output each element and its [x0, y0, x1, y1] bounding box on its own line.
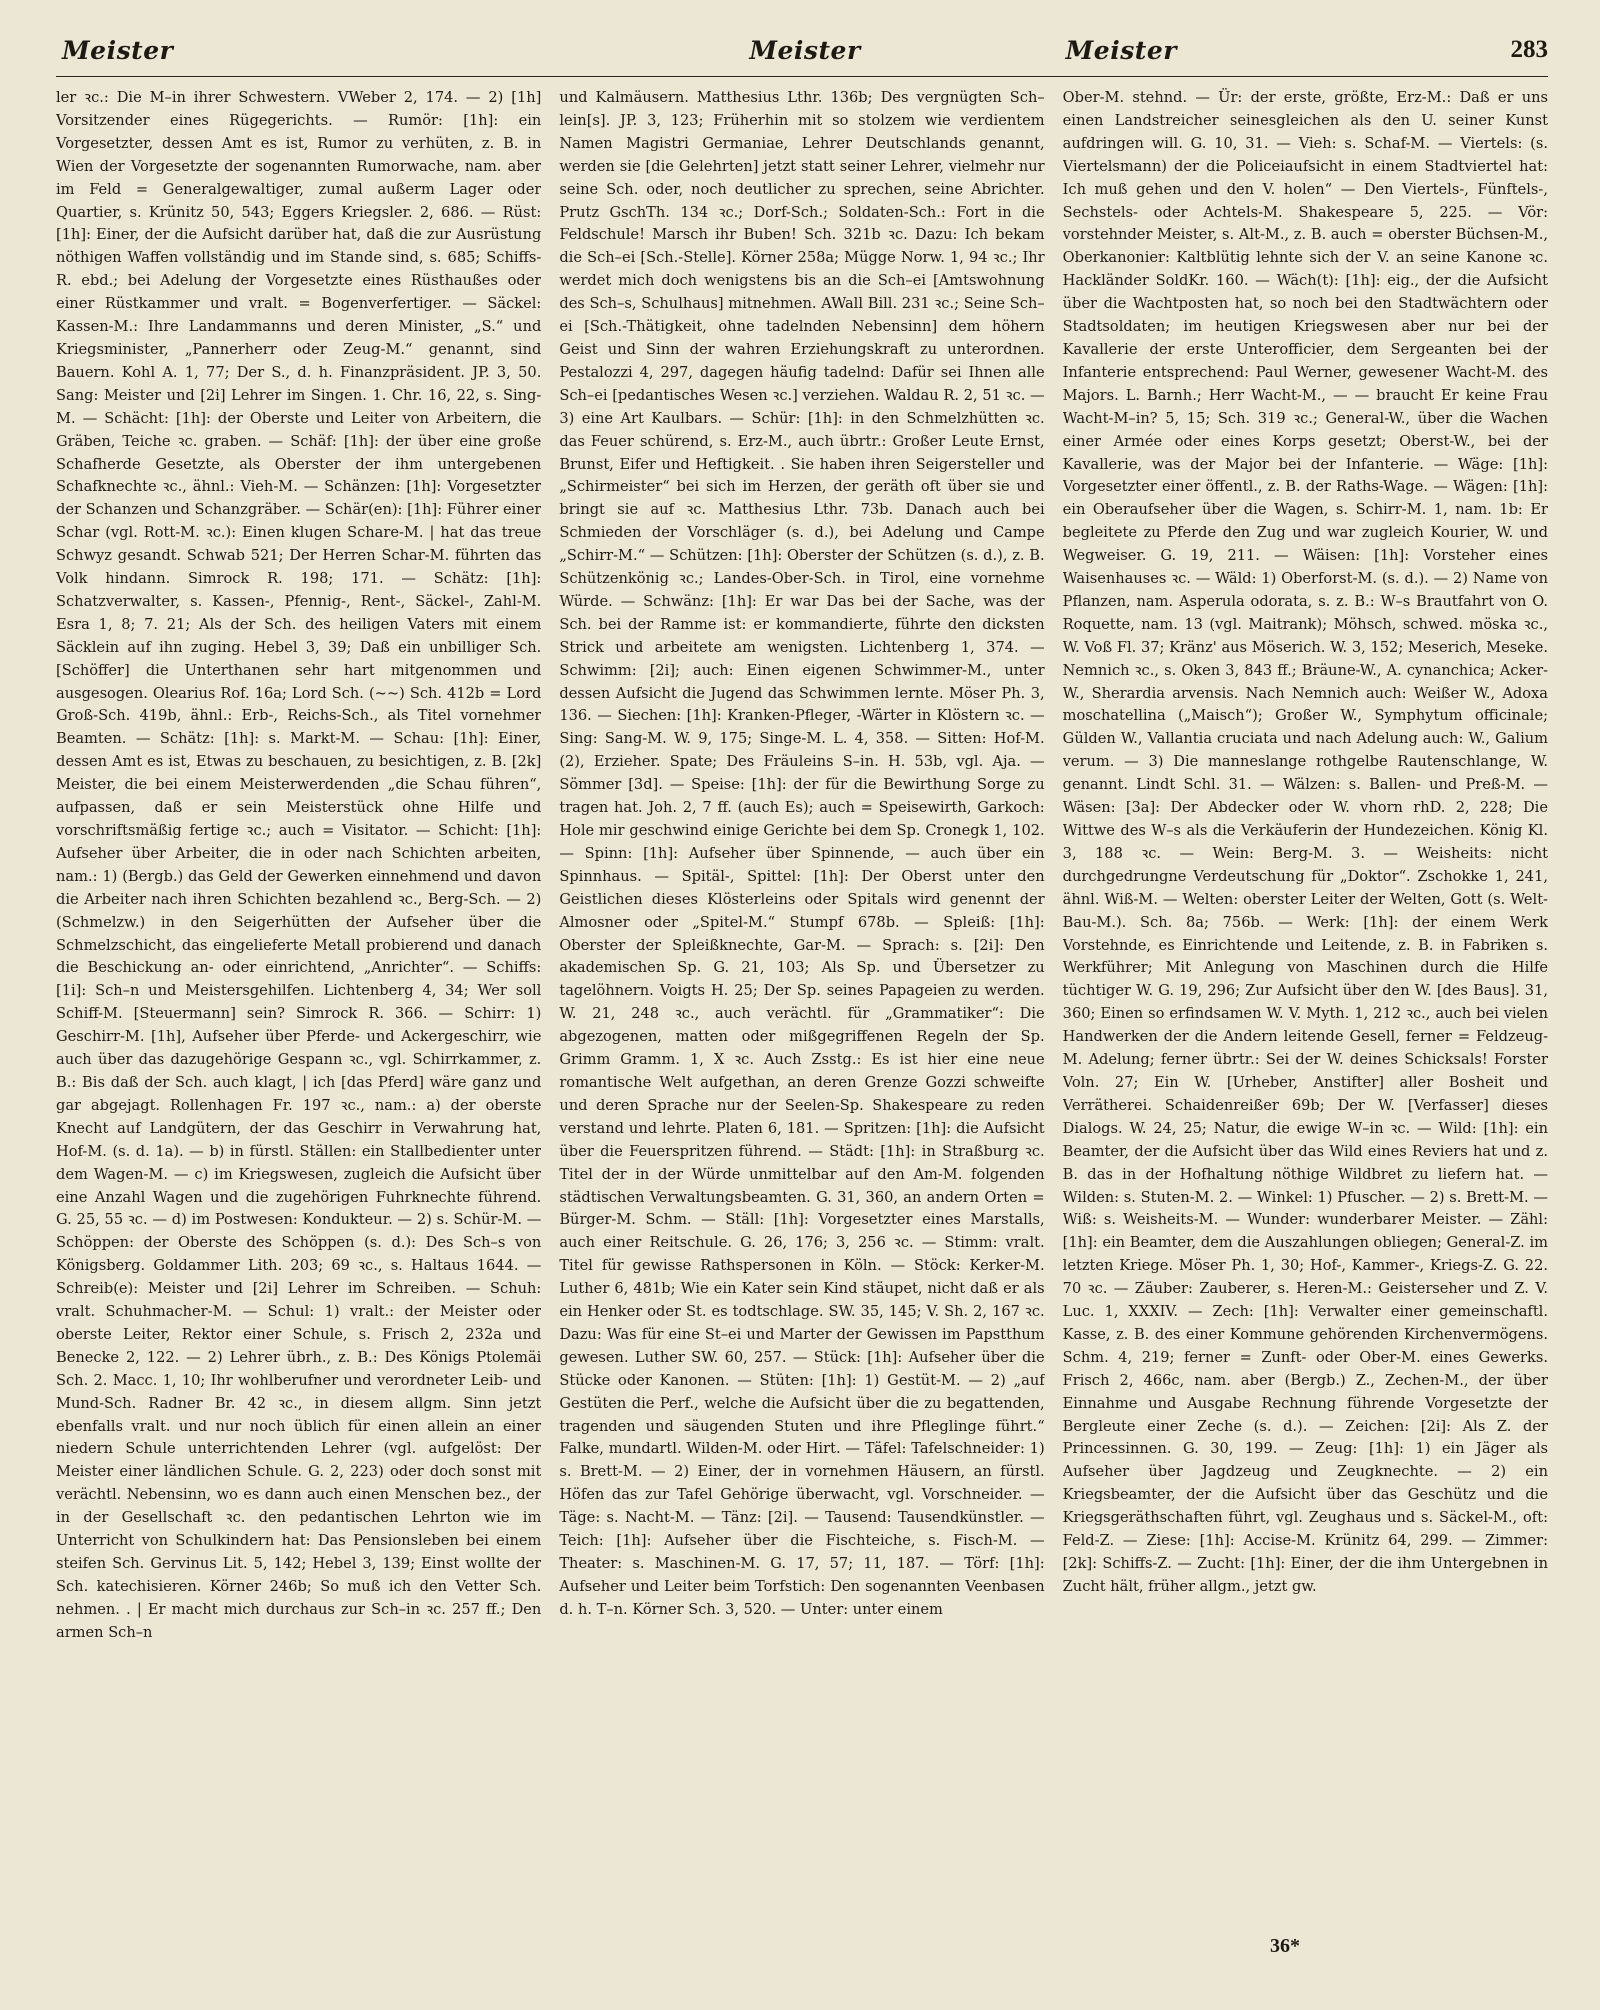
column-right	[1063, 87, 1548, 1909]
running-head-right-group	[1056, 36, 1548, 65]
text-columns	[56, 87, 1548, 1909]
column-text: Ober-M. stehnd. — Ür: der erste, größte, Erz-M.: Daß er uns einen Landstreicher seinesgleichen als den U. seiner Kunst aufdringen will. G. 10, 31. — Vieh: s. Schaf-M. — Viertels: (s. Viertelsmann) der die Policeiaufsicht in einem Stadtviertel hat: Ich muß gehen und den V. holen“ — Den Viertels-, Fünftels-, Sechstels- oder Achtels-M. Shakespeare 5, 225. — Vör: vorstehnder Meister, s. Alt-M., z. B. auch = oberster Büchsen-M., Oberkanonier: Kaltblütig lehnte sich der V. an seine Kanone ꝛc. Hackländer SoldKr. 160. — Wäch(t): [1h]: eig., der die Aufsicht über die Wachtposten hat, so noch bei den Stadtwächtern oder Stadtsoldaten; im heutigen Kriegswesen aber nur bei der Kavallerie der erste Unterofficier, dem Sergeanten bei der Infanterie entsprechend: Paul Werner, gewesener Wacht-M. des Majors. L. Barnh.; Herr Wacht-M., — — braucht Er keine Frau Wacht-M–in? 5, 15; Sch. 319 ꝛc.; General-W., über die Wachen einer Armée oder eines Korps gesetzt; Oberst-W., bei der Kavallerie, was der Major bei der Infanterie. — Wäge: [1h]: Vorgesetzter einer öffentl., z. B. der Raths-Wage. — Wägen: [1h]: ein Oberaufseher über die Wagen, s. Schirr-M. 1, nam. 1b: Er begleitete zu Pferde den Zug und war zugleich Kourier, W. und Wegweiser. G. 19, 211. — Wäisen: [1h]: Vorsteher eines Waisenhauses ꝛc. — Wäld: 1) Oberforst-M. (s. d.). — 2) Name von Pflanzen, nam. Asperula odorata, s. z. B.: W–s Brautfahrt von O. Roquette, nam. 13 (vgl. Maitrank); Möhsch, schwed. möska ꝛc., W. Voß Fl. 37; Kränz' aus Möserich. W. 3, 152; Meserich, Meseke. Nemnich ꝛc., s. Oken 3, 843 ff.; Bräune-W., A. cynanchica; Acker-W., Sherardia arvensis. Nach Nemnich auch: Weißer W., Adoxa moschatellina („Maisch“); Großer W., Symphytum officinale; Gülden W., Vallantia cruciata und nach Adelung auch: W., Galium verum. — 3) Die manneslange rothgelbe Rautenschlange, W. genannt. Lindt Schl. 31. — Wälzen: s. Ballen- und Preß-M. — Wäsen: [3a]: Der Abdecker oder W. vhorn rhD. 2, 228; Die Wittwe des W–s als die Verkäuferin der Hundezeichen. König Kl. 3, 188 ꝛc. — Wein: Berg-M. 3. — Weisheits: nicht durchgedrungne Verdeutschung für „Doktor“. Zschokke 1, 241, ähnl. Wiß-M. — Welten: oberster Leiter der Welten, Gott (s. Welt-Bau-M.). Sch. 8a; 756b. — Werk: [1h]: der einem Werk Vorstehnde, es Einrichtende und Leitende, z. B. in Fabriken s. Werkführer; Mit Anlegung von Maschinen durch die Hilfe tüchtiger W. G. 19, 296; Zur Aufsicht über den W. [des Baus]. 31, 360; Einen so erfindsamen W. V. Myth. 1, 212 ꝛc., auch bei vielen Handwerken der die Andern leitende Gesell, ferner = Feldzeug-M. Adelung; ferner übrtr.: Sei der W. deines Schicksals! Forster Voln. 27; Ein W. [Urheber, Anstifter] aller Bosheit und Verrätherei. Schaidenreißer 69b; Der W. [Verfasser] dieses Dialogs. W. 24, 25; Natur, die ewige W–in ꝛc. — Wild: [1h]: ein Beamter, der die Aufsicht über das Wild eines Reviers hat und z. B. das in der Hofhaltung nöthige Wildbret zu liefern hat. — Wilden: s. Stuten-M. 2. — Winkel: 1) Pfuscher. — 2) s. Brett-M. — Wiß: s. Weisheits-M. — Wunder: wunderbarer Meister. — Zähl: [1h]: ein Beamter, dem die Auszahlungen obliegen; General-Z. im letzten Kriege. Möser Ph. 1, 30; Hof-, Kammer-, Kriegs-Z. G. 22. 70 ꝛc. — Zäuber: Zauberer, s. Heren-M.: Geisterseher und Z. V. Luc. 1, XXXIV. — Zech: [1h]: Verwalter einer gemeinschaftl. Kasse, z. B. des einer Kommune gehörenden Kirchenvermögens. Schm. 4, 219; ferner = Zunft- oder Ober-M. eines Gewerks. Frisch 2, 466c, nam. aber (Bergb.) Z., Zechen-M., der über Einnahme und Ausgabe Rechnung führende Vorgesetzte der Bergleute einer Zeche (s. d.). — Zeichen: [2i]: Als Z. der Princessinnen. G. 30, 199. — Zeug: [1h]: 1) ein Jäger als Aufseher über Jagdzeug und Zeugknechte. — 2) ein Kriegsbeamter, der die Aufsicht über das Geschütz und die Kriegsgeräthschaften führt, vgl. Zeughaus und s. Säckel-M., oft: Feld-Z. — Ziese: [1h]: Accise-M. Krünitz 64, 299. — Zimmer: [2k]: Schiffs-Z. — Zucht: [1h]: Einer, der die ihm Untergebnen in Zucht hält, früher allgm., jetzt gw.	[1062, 89, 1548, 1595]
page-header	[56, 36, 1548, 77]
column-text: und Kalmäusern. Matthesius Lthr. 136b; Des vergnügten Sch–lein[s]. JP. 3, 123; Früherhin mit so stolzem wie verdientem Namen Magistri Germaniae, Lehrer Deutschlands genannt, werden sie [die Gelehrten] jetzt statt seiner Lehrer, vielmehr nur seine Sch. oder, noch deutlicher zu sprechen, seine Abrichter. Prutz GschTh. 134 ꝛc.; Dorf-Sch.; Soldaten-Sch.: Fort in die Feldschule! Marsch ihr Buben! Sch. 321b ꝛc. Dazu: Ich bekam die Sch–ei [Sch.-Stelle]. Körner 258a; Mügge Norw. 1, 94 ꝛc.; Ihr werdet mich doch wenigstens bis an die Sch–ei [Amtswohnung des Sch–s, Schulhaus] mitnehmen. AWall Bill. 231 ꝛc.; Seine Sch–ei [Sch.-Thätigkeit, ohne tadelnden Nebensinn] dem höhern Geist und Sinn der wahren Erziehungskraft zu unterordnen. Pestalozzi 4, 297, dagegen häufig tadelnd: Dafür sei Ihnen alle Sch–ei [pedantisches Wesen ꝛc.] verziehen. Waldau R. 2, 51 ꝛc. — 3) eine Art Kaulbars. — Schür: [1h]: in den Schmelzhütten ꝛc. das Feuer schürend, s. Erz-M., auch übrtr.: Großer Leute Ernst, Brunst, Eifer und Heftigkeit. . Sie haben ihren Seigersteller und „Schirmeister“ bei sich im Herzen, der geräth oft über sie und bringt sie auf ꝛc. Matthesius Lthr. 73b. Danach auch bei Schmieden der Vorschläger (s. d.), bei Adelung und Campe „Schirr-M.“ — Schützen: [1h]: Oberster der Schützen (s. d.), z. B. Schützenkönig ꝛc.; Landes-Ober-Sch. in Tirol, eine vornehme Würde. — Schwänz: [1h]: Er war Das bei der Sache, was der Sch. bei der Ramme ist: er kommandierte, führte den dicksten Strick und arbeitete am wenigsten. Lichtenberg 1, 374. — Schwimm: [2i]; auch: Einen eigenen Schwimmer-M., unter dessen Aufsicht die Jugend das Schwimmen lernte. Möser Ph. 3, 136. — Siechen: [1h]: Kranken-Pfleger, -Wärter in Klöstern ꝛc. — Sing: Sang-M. W. 9, 175; Singe-M. L. 4, 358. — Sitten: Hof-M. (2), Erzieher. Spate; Des Fräuleins S–in. H. 53b, vgl. Aja. — Sömmer [3d]. — Speise: [1h]: der für die Bewirthung Sorge zu tragen hat. Joh. 2, 7 ff. (auch Es); auch = Speisewirth, Garkoch: Hole mir geschwind einige Gerichte bei dem Sp. Cronegk 1, 102. — Spinn: [1h]: Aufseher über Spinnende, — auch über ein Spinnhaus. — Spitäl-, Spittel: [1h]: Der Oberst unter den Geistlichen dieses Klösterleins oder Spitals wird genennt der Almosner oder „Spitel-M.“ Stumpf 678b. — Spleiß: [1h]: Oberster der Spleißknechte, Gar-M. — Sprach: s. [2i]: Den akademischen Sp. G. 21, 103; Als Sp. und Übersetzer zu tagelöhnern. Voigts H. 25; Der Sp. seines Papageien zu werden. W. 21, 248 ꝛc., auch verächtl. für „Grammatiker“: Die abgezogenen, matten oder mißgegriffenen Regeln der Sp. Grimm Gramm. 1, X ꝛc. Auch Zsstg.: Es ist hier eine neue romantische Welt aufgethan, an deren Grenze Gozzi schweifte und deren Sprache nur der Seelen-Sp. Shakespeare zu reden verstand und lehrte. Platen 6, 181. — Spritzen: [1h]: die Aufsicht über die Feuerspritzen führend. — Städt: [1h]: in Straßburg ꝛc. Titel der in der Würde unmittelbar auf den Am-M. folgenden städtischen Verwaltungsbeamten. G. 31, 360, an andern Orten = Bürger-M. Schm. — Ställ: [1h]: Vorgesetzter eines Marstalls, auch einer Reitschule. G. 26, 176; 3, 256 ꝛc. — Stimm: vralt. Titel für gewisse Rathspersonen in Köln. — Stöck: Kerker-M. Luther 6, 481b; Wie ein Kater sein Kind stäupet, nicht daß er als ein Henker oder St. es todtschlage. SW. 35, 145; V. Sh. 2, 167 ꝛc. Dazu: Was für eine St–ei und Marter der Gewissen im Papstthum gewesen. Luther SW. 60, 257. — Stück: [1h]: Aufseher über die Stücke oder Kanonen. — Stüten: [1h]: 1) Gestüt-M. — 2) „auf Gestüten die Perf., welche die Aufsicht über die zu begattenden, tragenden und säugenden Stuten und ihre Pfleglinge führt.“ Falke, mundartl. Wilden-M. oder Hirt. — Täfel: Tafelschneider: 1) s. Brett-M. — 2) Einer, der in vornehmen Häusern, an fürstl. Höfen das zur Tafel Gehörige überwacht, vgl. Vorschneider. — Täge: s. Nacht-M. — Tänz: [2i]. — Tausend: Tausendkünstler. — Teich: [1h]: Aufseher über die Fischteiche, s. Fisch-M. — Theater: s. Maschinen-M. G. 17, 57; 11, 187. — Törf: [1h]: Aufseher und Leiter beim Torfstich: Den sogenannten Veenbasen d. h. T–n. Körner Sch. 3, 520. — Unter: unter einem	[559, 89, 1045, 1618]
running-head-right: Meister	[1065, 36, 1177, 65]
column-middle	[559, 87, 1044, 1909]
signature-mark: 36*	[1270, 1935, 1300, 1957]
running-head-left: Meister	[62, 36, 174, 65]
column-left	[56, 87, 541, 1909]
page-number: 283	[1510, 36, 1548, 63]
column-text: ler ꝛc.: Die M–in ihrer Schwestern. VWeber 2, 174. — 2) [1h] Vorsitzender eines Rügegerichts. — Rumör: [1h]: ein Vorgesetzter, dessen Amt es ist, Rumor zu verhüten, z. B. in Wien der Vorgesetzte der sogenannten Rumorwache, nam. aber im Feld = Generalgewaltiger, zumal außerm Lager oder Quartier, s. Krünitz 50, 543; Eggers Kriegsler. 2, 686. — Rüst: [1h]: Einer, der die Aufsicht darüber hat, daß die zur Ausrüstung nöthigen Waffen vollständig und im Stande sind, s. 685; Schiffs-R. ebd.; bei Adelung der Vorgesetzte eines Rüsthaußes oder einer Rüstkammer und vralt. = Bogenverfertiger. — Säckel: Kassen-M.: Ihre Landammanns und deren Minister, „S.“ und Kriegsminister, „Pannerherr oder Zeug-M.“ genannt, sind Bauern. Kohl A. 1, 77; Der S., d. h. Finanzpräsident. JP. 3, 50. Sang: Meister und [2i] Lehrer im Singen. 1. Chr. 16, 22, s. Sing-M. — Schächt: [1h]: der Oberste und Leiter von Arbeitern, die Gräben, Teiche ꝛc. graben. — Schäf: [1h]: der über eine große Schafherde Gesetzte, als Oberster der ihm untergebenen Schafknechte ꝛc., ähnl.: Vieh-M. — Schänzen: [1h]: Vorgesetzter der Schanzen und Schanzgräber. — Schär(en): [1h]: Führer einer Schar (vgl. Rott-M. ꝛc.): Einen klugen Schare-M. | hat das treue Schwyz gesandt. Schwab 521; Der Herren Schar-M. führten das Volk hindann. Simrock R. 198; 171. — Schätz: [1h]: Schatzverwalter, s. Kassen-, Pfennig-, Rent-, Säckel-, Zahl-M. Esra 1, 8; 7. 21; Als der Sch. des heiligen Vaters mit einem Säcklein auf ihn zuging. Hebel 3, 39; Daß ein unbilliger Sch. [Schöffer] die Unterthanen sehr hart mitgenommen und ausgesogen. Olearius Rof. 16a; Lord Sch. (~~) Sch. 412b = Lord Groß-Sch. 419b, ähnl.: Erb-, Reichs-Sch., als Titel vornehmer Beamten. — Schätz: [1h]: s. Markt-M. — Schau: [1h]: Einer, dessen Amt es ist, Etwas zu beschauen, zu besichtigen, z. B. [2k] Meister, die bei einem Meisterwerdenden „die Schau führen“, aufpassen, daß er sein Meisterstück ohne Hilfe und vorschriftsmäßig fertige ꝛc.; auch = Visitator. — Schicht: [1h]: Aufseher über Arbeiter, die in oder nach Schichten arbeiten, nam.: 1) (Bergb.) das Geld der Gewerken einnehmend und davon die Arbeiter nach ihren Schichten bezahlend ꝛc., Berg-Sch. — 2) (Schmelzw.) in den Seigerhütten der Aufseher über die Schmelzschicht, das eingelieferte Metall probierend und danach die Beschickung an- oder einrichtend, „Anrichter“. — Schiffs: [1i]: Sch–n und Meistersgehilfen. Lichtenberg 4, 34; Wer soll Schiff-M. [Steuermann] sein? Simrock R. 366. — Schirr: 1) Geschirr-M. [1h], Aufseher über Pferde- und Ackergeschirr, wie auch über das dazugehörige Gespann ꝛc., vgl. Schirrkammer, z. B.: Bis daß der Sch. auch klagt, | ich [das Pferd] wäre ganz und gar abgejagt. Rollenhagen Fr. 197 ꝛc., nam.: a) der oberste Knecht auf Landgütern, der das Geschirr in Verwahrung hat, Hof-M. (s. d. 1a). — b) in fürstl. Ställen: ein Stallbedienter unter dem Wagen-M. — c) im Kriegswesen, zugleich die Aufsicht über eine Anzahl Wagen und die zugehörigen Fuhrknechte führend. G. 25, 55 ꝛc. — d) im Postwesen: Kondukteur. — 2) s. Schür-M. — Schöppen: der Oberste des Schöppen (s. d.): Des Sch–s von Königsberg. Goldammer Lith. 203; 69 ꝛc., s. Haltaus 1644. — Schreib(e): Meister und [2i] Lehrer im Schreiben. — Schuh: vralt. Schuhmacher-M. — Schul: 1) vralt.: der Meister oder oberste Leiter, Rektor einer Schule, s. Frisch 2, 232a und Benecke 2, 122. — 2) Lehrer übrh., z. B.: Des Königs Ptolemäi Sch. 2. Macc. 1, 10; Ihr wohlberufner und verordneter Leib- und Mund-Sch. Radner Br. 42 ꝛc., in diesem allgm. Sinn jetzt ebenfalls vralt. und nur noch üblich für einen allein an einer niedern Schule unterrichtenden Lehrer (vgl. aufgelöst: Der Meister einer ländlichen Schule. G. 2, 223) oder doch sonst mit verächtl. Nebensinn, wo es dann auch einen Menschen bez., der in der Gesellschaft ꝛc. den pedantischen Lehrton wie im Unterricht von Schulkindern hat: Das Pensionsleben bei einem steifen Sch. Gervinus Lit. 5, 142; Hebel 3, 139; Einst wollte der Sch. katechisieren. Körner 246b; So muß ich den Vetter Sch. nehmen. . | Er macht mich durchaus zur Sch–in ꝛc. 257 ff.; Den armen Sch–n	[56, 89, 542, 1641]
running-head-center: Meister	[749, 36, 861, 65]
